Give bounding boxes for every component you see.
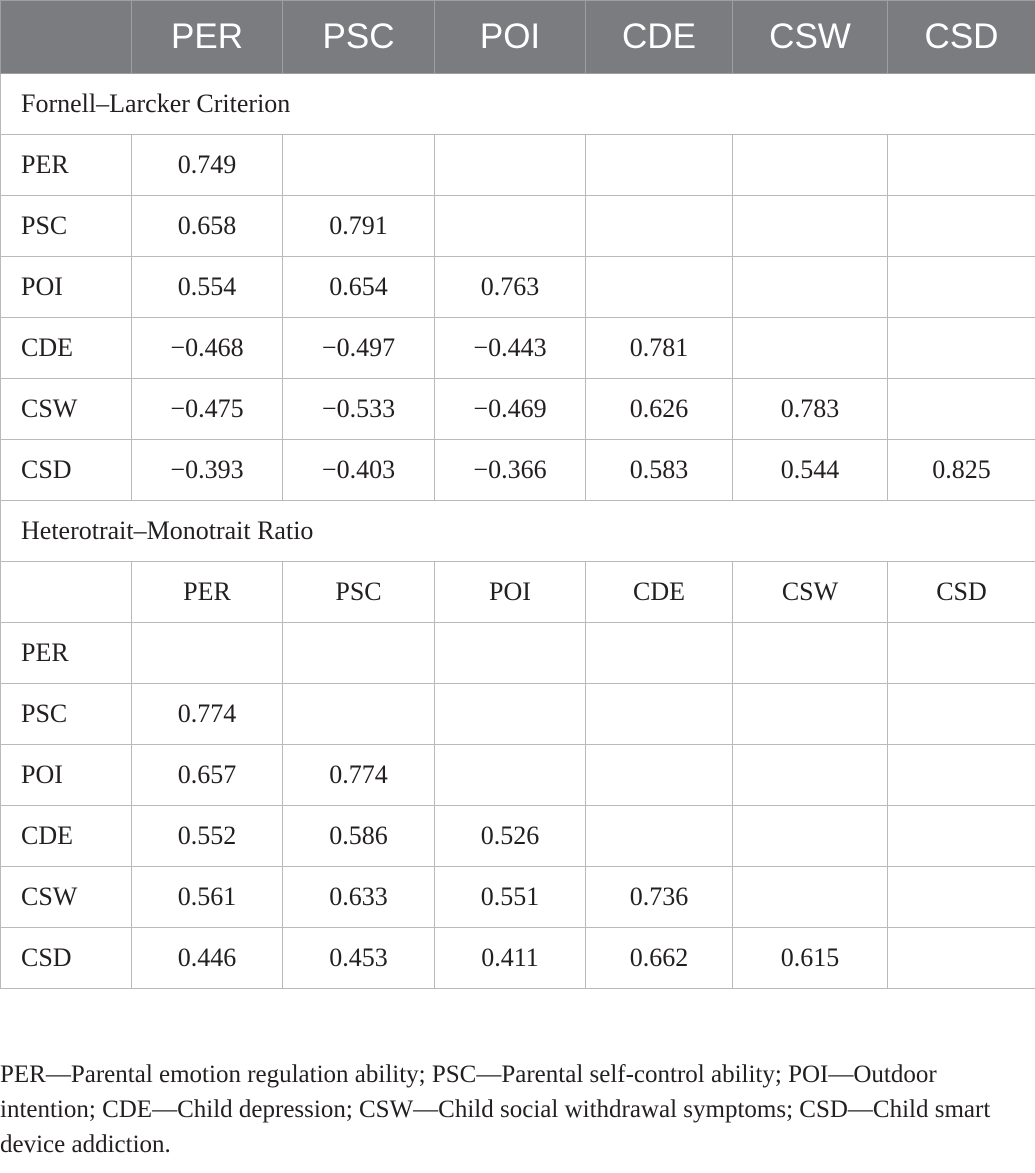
value-cell: 0.658 [132, 196, 283, 257]
value-cell: 0.654 [283, 257, 435, 318]
value-cell: 0.561 [132, 867, 283, 928]
value-cell: −0.468 [132, 318, 283, 379]
value-cell: −0.393 [132, 440, 283, 501]
value-cell: −0.469 [435, 379, 586, 440]
section-row-htmt [1, 501, 1035, 562]
value-cell [888, 196, 1035, 257]
subheader-cell [1, 562, 132, 623]
value-cell [733, 623, 888, 684]
table-row [1, 928, 1035, 989]
subheader-cell: CSW [733, 562, 888, 623]
value-cell [586, 806, 733, 867]
value-cell [733, 806, 888, 867]
value-cell: −0.475 [132, 379, 283, 440]
value-cell [888, 318, 1035, 379]
value-cell: 0.551 [435, 867, 586, 928]
value-cell: 0.554 [132, 257, 283, 318]
value-cell [586, 745, 733, 806]
row-label: CDE [1, 318, 132, 379]
header-cell-psc: PSC [283, 1, 435, 74]
value-cell [586, 684, 733, 745]
value-cell: 0.763 [435, 257, 586, 318]
value-cell [283, 623, 435, 684]
row-label: PER [1, 135, 132, 196]
value-cell: 0.657 [132, 745, 283, 806]
value-cell: −0.366 [435, 440, 586, 501]
value-cell: 0.526 [435, 806, 586, 867]
value-cell: 0.583 [586, 440, 733, 501]
value-cell [586, 135, 733, 196]
table-row [1, 684, 1035, 745]
row-label: PSC [1, 196, 132, 257]
value-cell: 0.783 [733, 379, 888, 440]
value-cell: 0.633 [283, 867, 435, 928]
table-row [1, 379, 1035, 440]
value-cell: 0.411 [435, 928, 586, 989]
value-cell [586, 196, 733, 257]
value-cell: 0.446 [132, 928, 283, 989]
htmt-section [1, 501, 1035, 623]
row-label: POI [1, 745, 132, 806]
value-cell [733, 867, 888, 928]
row-label: CSD [1, 928, 132, 989]
row-label: CSD [1, 440, 132, 501]
subheader-cell: PER [132, 562, 283, 623]
table-footnote: PER—Parental emotion regulation ability; PSC—Parental self-control ability; POI—Outdoor intention; CDE—Child depression; CSW—Child social withdrawal symptoms; CSD—Child smart device addiction. [0, 1061, 991, 1158]
value-cell: 0.586 [283, 806, 435, 867]
value-cell: 0.791 [283, 196, 435, 257]
table-row [1, 135, 1035, 196]
value-cell [435, 684, 586, 745]
value-cell: 0.615 [733, 928, 888, 989]
value-cell [733, 135, 888, 196]
value-cell: 0.749 [132, 135, 283, 196]
value-cell: 0.825 [888, 440, 1035, 501]
subheader-cell: POI [435, 562, 586, 623]
table-row [1, 440, 1035, 501]
row-label: PER [1, 623, 132, 684]
table-row [1, 257, 1035, 318]
value-cell: 0.544 [733, 440, 888, 501]
value-cell: −0.533 [283, 379, 435, 440]
value-cell [733, 318, 888, 379]
value-cell: 0.736 [586, 867, 733, 928]
header-cell-csw: CSW [733, 1, 888, 74]
value-cell [283, 135, 435, 196]
section-title: Fornell–Larcker Criterion [1, 74, 1035, 135]
value-cell: 0.662 [586, 928, 733, 989]
row-label: POI [1, 257, 132, 318]
value-cell [888, 867, 1035, 928]
section-title: Heterotrait–Monotrait Ratio [1, 501, 1035, 562]
value-cell: −0.403 [283, 440, 435, 501]
fornell-larcker-rows [1, 135, 1035, 501]
value-cell [733, 745, 888, 806]
value-cell [435, 135, 586, 196]
value-cell: 0.626 [586, 379, 733, 440]
value-cell [435, 745, 586, 806]
value-cell [888, 684, 1035, 745]
subheader-cell: CSD [888, 562, 1035, 623]
value-cell [733, 684, 888, 745]
value-cell: 0.781 [586, 318, 733, 379]
header-cell-cde: CDE [586, 1, 733, 74]
value-cell: 0.774 [132, 684, 283, 745]
value-cell: 0.552 [132, 806, 283, 867]
value-cell: 0.774 [283, 745, 435, 806]
value-cell [888, 928, 1035, 989]
value-cell [888, 745, 1035, 806]
value-cell [888, 135, 1035, 196]
value-cell: −0.443 [435, 318, 586, 379]
htmt-rows [1, 623, 1035, 989]
section-row-fornell-larcker [1, 74, 1035, 135]
table-header [1, 1, 1035, 74]
subheader-cell: PSC [283, 562, 435, 623]
value-cell [283, 684, 435, 745]
row-label: CSW [1, 867, 132, 928]
table-row [1, 623, 1035, 684]
table-row [1, 196, 1035, 257]
value-cell: −0.497 [283, 318, 435, 379]
value-cell [888, 379, 1035, 440]
table-row [1, 867, 1035, 928]
htmt-subheader-row [1, 562, 1035, 623]
row-label: CDE [1, 806, 132, 867]
value-cell [888, 257, 1035, 318]
subheader-cell: CDE [586, 562, 733, 623]
header-cell-per: PER [132, 1, 283, 74]
value-cell [733, 257, 888, 318]
value-cell [586, 257, 733, 318]
value-cell [733, 196, 888, 257]
header-row [1, 1, 1035, 74]
value-cell [888, 806, 1035, 867]
value-cell [435, 623, 586, 684]
value-cell [435, 196, 586, 257]
value-cell [888, 623, 1035, 684]
value-cell [586, 623, 733, 684]
table-body [1, 74, 1035, 135]
table-row [1, 745, 1035, 806]
row-label: CSW [1, 379, 132, 440]
header-corner-cell [1, 1, 132, 74]
header-cell-csd: CSD [888, 1, 1035, 74]
table-row [1, 806, 1035, 867]
value-cell: 0.453 [283, 928, 435, 989]
row-label: PSC [1, 684, 132, 745]
table-row [1, 318, 1035, 379]
header-cell-poi: POI [435, 1, 586, 74]
value-cell [132, 623, 283, 684]
